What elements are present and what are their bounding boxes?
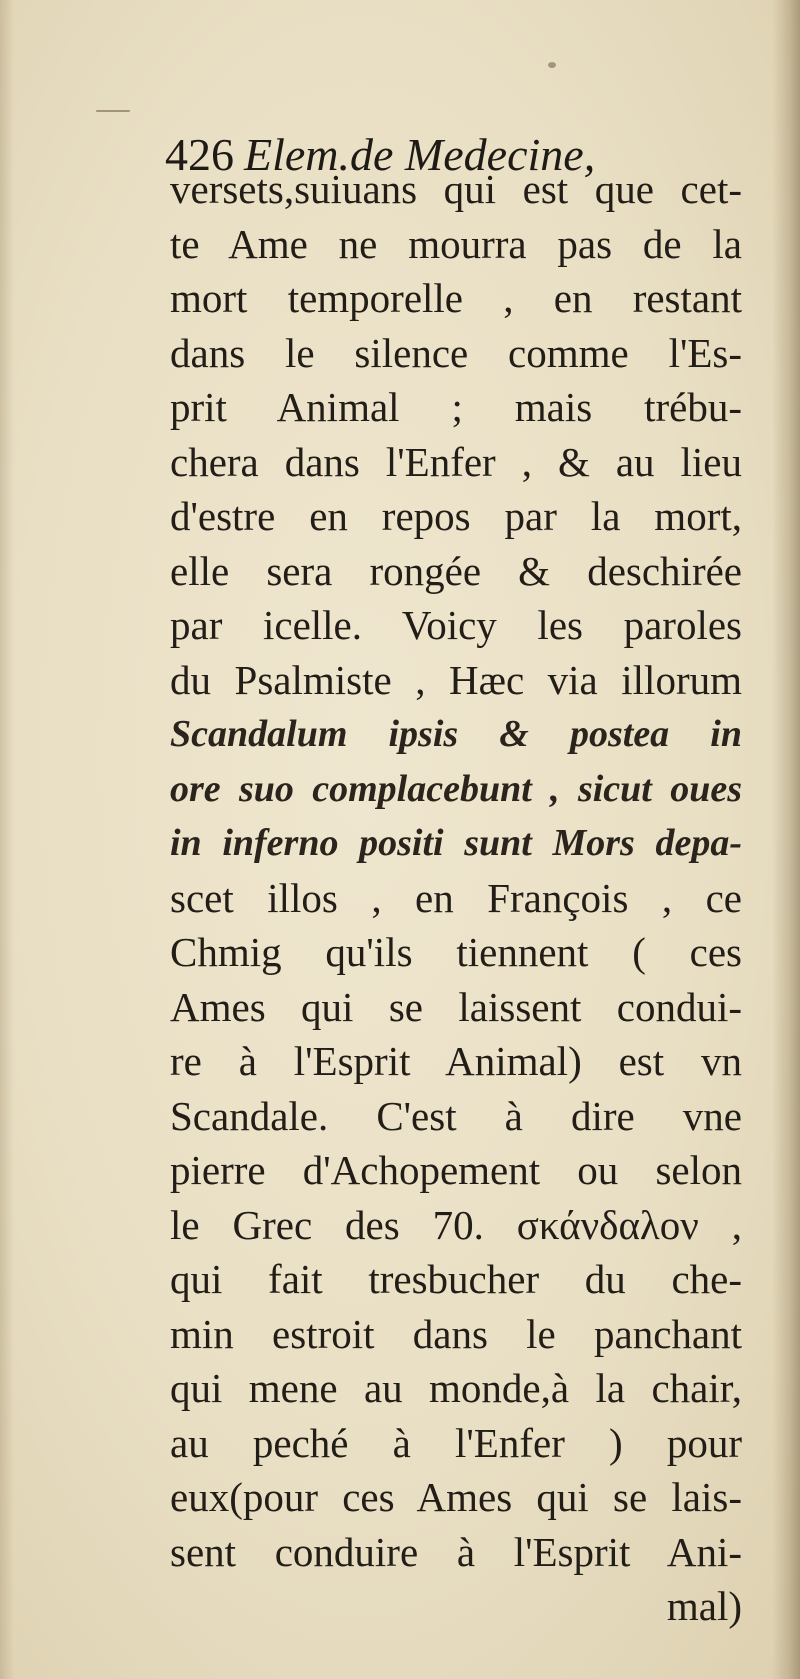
- page-gutter-shadow: [0, 0, 14, 1679]
- text-line: re à l'Esprit Animal) est vn: [170, 1038, 742, 1084]
- text-line: min estroit dans le panchant: [170, 1310, 742, 1357]
- paper-speck: [548, 62, 556, 68]
- text-line: eux(pour ces Ames qui se lais-: [170, 1474, 742, 1520]
- text-line: qui mene au monde,à la chair,: [170, 1365, 742, 1411]
- latin-quote-line: in inferno positi sunt Mors depa-: [170, 822, 742, 864]
- text-line: Ames qui se laissent condui-: [170, 983, 742, 1030]
- text-line: pierre d'Achopement ou selon: [170, 1147, 742, 1193]
- text-line: par icelle. Voicy les paroles: [170, 602, 742, 648]
- text-line: mort temporelle , en restant: [170, 275, 742, 321]
- text-line: te Ame ne mourra pas de la: [170, 220, 742, 267]
- page-edge-shadow: [772, 0, 800, 1679]
- text-line: sent conduire à l'Esprit Ani-: [170, 1528, 742, 1575]
- body-text: [170, 162, 750, 1634]
- text-line: chera dans l'Enfer , & au lieu: [170, 438, 742, 485]
- text-line: scet illos , en François , ce: [170, 874, 742, 921]
- latin-quote-line: Scandalum ipsis & postea in: [170, 713, 742, 755]
- running-title: Elem.de Medecine,: [244, 129, 596, 180]
- latin-quote-line: ore suo complacebunt , sicut oues: [170, 767, 742, 810]
- text-line: elle sera rongée & deschirée: [170, 547, 742, 594]
- text-line: versets,suiuans qui est que cet-: [170, 166, 742, 212]
- text-line: au peché à l'Enfer ) pour: [170, 1419, 742, 1466]
- text-line: d'estre en repos par la mort,: [170, 493, 742, 539]
- text-line: qui fait tresbucher du che-: [170, 1256, 742, 1302]
- text-line: mal): [666, 1583, 742, 1629]
- text-line: dans le silence comme l'Es-: [170, 329, 742, 376]
- paper-speck: [96, 110, 130, 112]
- text-line: du Psalmiste , Hæc via illorum: [170, 656, 742, 703]
- text-line: Chmig qu'ils tiennent ( ces: [170, 929, 742, 975]
- text-line: le Grec des 70. σκάνδαλον ,: [170, 1201, 742, 1248]
- text-line: Scandale. C'est à dire vne: [170, 1092, 742, 1139]
- text-line: prit Animal ; mais trébu-: [170, 384, 742, 430]
- page-number: 426: [165, 129, 234, 180]
